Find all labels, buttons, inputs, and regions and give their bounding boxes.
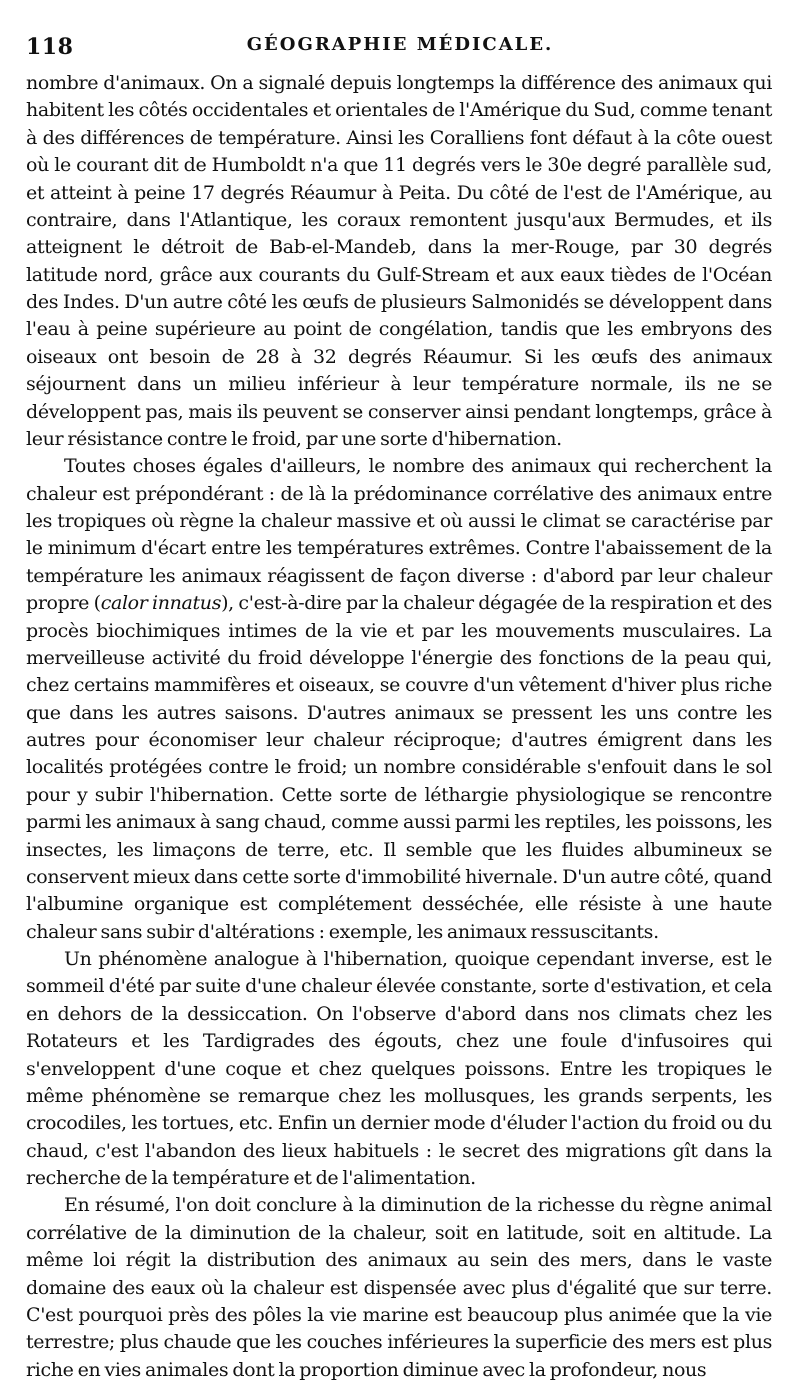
running-head — [26, 30, 774, 64]
body-text — [26, 70, 772, 1384]
paragraph-text: En résumé, l'on doit conclure à la diminution de la richesse du règne animal corrélative de la diminution de la chaleur, soit en latitude, soit en altitude. La même loi régit la distribution des animaux au sein des mers, dans le vaste domaine des eaux où la chaleur est dispensée avec plus d'égalité que sur terre. C'est pourquoi près des pôles la vie marine est beaucoup plus animée que la vie terrestre; plus chaude que les couches inférieures la superficie des mers est plus riche en vies animales dont la proportion diminue avec la profondeur, nous — [26, 1194, 772, 1381]
paragraph-text: Un phénomène analogue à l'hibernation, quoique cependant inverse, est le sommeil d'été par suite d'une chaleur élevée constante, sorte d'estivation, et cela en dehors de la dessiccation. On l'observe d'abord dans nos climats chez les Rotateurs et les Tardigrades des égouts, chez une foule d'infusoires qui s'enveloppent d'une coque et chez quelques poissons. Entre les tropiques le même phénomène se remarque chez les mollusques, les grands serpents, les crocodiles, les tortues, etc. Enfin un dernier mode d'éluder l'action du froid ou du chaud, c'est l'abandon des lieux habituels : le secret des migrations gît dans la recherche de la température et de l'alimentation. — [26, 948, 772, 1189]
paragraph — [26, 70, 772, 453]
paragraph-text: ), c'est-à-dire par la chaleur dégagée de la respiration et des procès biochimiques intimes de la vie et par les mouvements musculaires. La merveilleuse activité du froid développe l'énergie des fonctions de la peau qui, chez certains mammifères et oiseaux, se couvre d'un vêtement d'hiver plus riche que dans les autres saisons. D'autres animaux se pressent les uns contre les autres pour économiser leur chaleur réciproque; d'autres émigrent dans les localités protégées contre le froid; un nombre considérable s'enfouit dans le sol pour y subir l'hibernation. Cette sorte de léthargie physiologique se rencontre parmi les animaux à sang chaud, comme aussi parmi les reptiles, les poissons, les insectes, les limaçons de terre, etc. Il semble que les fluides albumineux se conservent mieux dans cette sorte d'immobilité hivernale. D'un autre côté, quand l'albumine organique est complétement desséchée, elle résiste à une haute chaleur sans subir d'altérations : exemple, les animaux ressuscitants. — [26, 592, 772, 943]
paragraph-text: nombre d'animaux. On a signalé depuis longtemps la différence des animaux qui habitent les côtés occidentales et orientales de l'Amérique du Sud, comme tenant à des différences de température. Ainsi les Coralliens font défaut à la côte ouest où le courant dit de Humboldt n'a que 11 degrés vers le 30e degré parallèle sud, et atteint à peine 17 degrés Réaumur à Peita. Du côté de l'est de l'Amérique, au contraire, dans l'Atlantique, les coraux remontent jusqu'aux Bermudes, et ils atteignent le détroit de Bab-el-Mandeb, dans la mer-Rouge, par 30 degrés latitude nord, grâce aux courants du Gulf-Stream et aux eaux tièdes de l'Océan des Indes. D'un autre côté les œufs de plusieurs Salmonidés se développent dans l'eau à peine supérieure au point de congélation, tandis que les embryons des oiseaux ont besoin de 28 à 32 degrés Réaumur. Si les œufs des animaux séjournent dans un milieu inférieur à leur température normale, ils ne se développent pas, mais ils peuvent se conserver ainsi pendant longtemps, grâce à leur résistance contre le froid, par une sorte d'hibernation. — [26, 72, 772, 450]
running-title: GÉOGRAPHIE MÉDICALE. — [246, 34, 554, 55]
paragraph-text: Toutes choses égales d'ailleurs, le nombre des animaux qui recherchent la chaleur est prépondérant : de là la prédominance corrélative des animaux entre les tropiques où règne la chaleur massive et où aussi le climat se caractérise par le minimum d'écart entre les températures extrêmes. Contre l'abaissement de la température les animaux réagissent de façon diverse : d'abord par leur chaleur propre ( — [26, 455, 772, 615]
paragraph — [26, 453, 772, 946]
paragraph — [26, 946, 772, 1192]
italic-text: calor innatus — [100, 592, 222, 615]
paragraph — [26, 1192, 772, 1384]
page-number: 118 — [26, 34, 74, 60]
